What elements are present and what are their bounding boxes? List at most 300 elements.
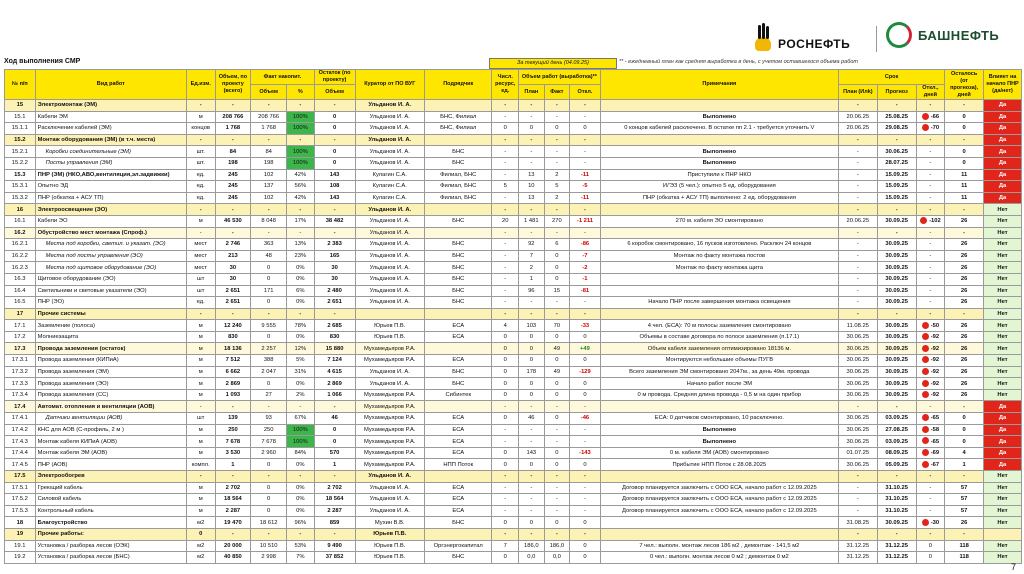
cell-curator [355, 227, 425, 239]
cell-work [35, 308, 186, 320]
cell-pnr [984, 494, 1022, 506]
cell-people-text: - [504, 113, 507, 120]
cell-work-text: Благоустройство [37, 519, 88, 526]
cell-curator-text: Мухамедьяров Р.А. [364, 403, 416, 410]
cell-rest [314, 528, 355, 540]
cell-pnr-text: Нет [997, 542, 1008, 549]
cell-remarks-text: Выполнено [702, 426, 737, 433]
cell-plan-mk [838, 111, 877, 123]
cell-people-text: 0 [503, 392, 507, 399]
cell-pnr-text: Нет [997, 299, 1008, 306]
cell-fact-pct-text: 0% [296, 264, 305, 271]
table-row [5, 308, 1022, 320]
cell-pnr-text: Нет [997, 484, 1008, 491]
cell-num-text: 17.4.3 [11, 438, 28, 445]
cell-num [5, 494, 36, 506]
cell-remarks [600, 505, 838, 517]
cell-volume-text: 208 766 [222, 113, 244, 120]
cell-num [5, 308, 36, 320]
cell-work [35, 262, 186, 274]
cell-dev [570, 366, 601, 378]
cell-remarks-text: 7 чел.: выполн. монтаж лесов 186 м2 , демонтаж - 141,5 м2 [639, 542, 800, 549]
cell-contractor-text: БНС [452, 264, 465, 271]
cell-dev-days-text: - [929, 137, 932, 144]
cell-plan-mk-text: 30.06.25 [846, 357, 870, 364]
cell-people-text: 0 [503, 519, 507, 526]
cell-fact-pct [287, 517, 315, 529]
cell-curator-text: Мухин В.В. [374, 519, 405, 526]
cell-remarks [600, 297, 838, 309]
cell-dev-days-text: 0 [928, 554, 933, 561]
cell-curator-text: Ульданов И. А. [369, 229, 410, 236]
cell-volume-text: 20 000 [224, 542, 242, 549]
cell-remain [945, 331, 984, 343]
status-red-dot-icon [922, 124, 929, 131]
cell-plan-mk [838, 459, 877, 471]
cell-remarks-text: Договор планируется заключить с ООО ЕСА, начало работ с 12.09.2025 [622, 496, 817, 503]
table-row [5, 552, 1022, 564]
cell-dev-days-text: -70 [930, 125, 940, 132]
cell-remarks [600, 285, 838, 297]
cell-fact-vol-text: 0 [267, 334, 271, 341]
cell-num-text: 19.2 [14, 554, 26, 561]
cell-fact-vol [251, 204, 287, 216]
cell-dev-text: -7 [582, 253, 588, 260]
cell-unit-text: ед. [196, 171, 205, 178]
cell-plan-mk [838, 215, 877, 227]
cell-unit [186, 366, 215, 378]
cell-remarks [600, 169, 838, 181]
cell-plan [519, 157, 545, 169]
cell-rest-text: 2 287 [327, 508, 342, 515]
cell-plan [519, 401, 545, 413]
cell-plan-mk [838, 297, 877, 309]
cell-work-text: Кабели ЭО [37, 218, 68, 225]
table-row [5, 239, 1022, 251]
cell-contractor-text: БНС [452, 241, 465, 248]
cell-people-text: 0 [503, 345, 507, 352]
cell-remain-text: 26 [960, 276, 968, 283]
cell-unit-text: ед. [196, 183, 205, 190]
cell-work [35, 134, 186, 146]
cell-work-text: Обустройство мест монтажа (Спроф.) [37, 229, 147, 236]
col-dev-days: Откл., дней [916, 85, 945, 100]
cell-dev-days [916, 297, 945, 309]
cell-forecast [877, 134, 916, 146]
cell-volume-text: 1 [231, 461, 235, 468]
cell-remain-text: 26 [960, 218, 968, 225]
cell-forecast [877, 482, 916, 494]
cell-dev-days-text: - [929, 229, 932, 236]
cell-curator [355, 471, 425, 483]
cell-remarks [600, 320, 838, 332]
cell-remarks [600, 540, 838, 552]
cell-rest [314, 343, 355, 355]
cell-unit [186, 262, 215, 274]
cell-people [492, 308, 519, 320]
cell-unit-text: - [199, 310, 202, 317]
cell-plan-mk-text: - [856, 206, 859, 213]
cell-forecast-text: - [895, 206, 898, 213]
cell-forecast [877, 413, 916, 425]
cell-forecast [877, 378, 916, 390]
cell-contractor [425, 123, 492, 135]
cell-curator-text: Кулагин С.А. [372, 171, 407, 178]
cell-plan-mk-text: - [856, 195, 859, 202]
cell-unit-text: м [198, 450, 203, 457]
cell-plan [519, 471, 545, 483]
cell-unit-text: м2 [197, 554, 205, 561]
cell-dev-days-text: -65 [930, 438, 940, 445]
cell-volume [215, 285, 251, 297]
cell-dev-days-text: - [929, 403, 932, 410]
cell-contractor-text: ЕСА [452, 415, 465, 422]
cell-forecast [877, 204, 916, 216]
cell-work [35, 482, 186, 494]
cell-dev-days [916, 413, 945, 425]
cell-fact-pct [287, 250, 315, 262]
cell-contractor-text: ЕСА [452, 357, 465, 364]
cell-plan-text: - [530, 508, 533, 515]
cell-num [5, 297, 36, 309]
cell-people [492, 447, 519, 459]
cell-fact-vol-text: 0 [267, 461, 271, 468]
cell-plan [519, 447, 545, 459]
cell-plan-mk-text: 20.06.25 [846, 218, 870, 225]
cell-curator [355, 505, 425, 517]
cell-fact-pct-text: 6% [296, 287, 305, 294]
cell-work-text: Провода заземления (КИПиА) [37, 357, 119, 364]
cell-dev-text: - [583, 496, 586, 503]
cell-people-text: - [504, 276, 507, 283]
cell-dev-text: - [583, 426, 586, 433]
cell-people-text: - [504, 137, 507, 144]
cell-fact-vol-text: 171 [263, 287, 274, 294]
cell-people-text: - [504, 438, 507, 445]
cell-fact [544, 471, 570, 483]
cell-remarks-text: Монтаж по факту монтажа постов [673, 253, 766, 260]
cell-curator-text: Ульданов И. А. [369, 113, 410, 120]
cell-dev-days [916, 181, 945, 193]
cell-num [5, 528, 36, 540]
cell-plan [519, 123, 545, 135]
cell-fact-pct [287, 447, 315, 459]
cell-plan-mk [838, 343, 877, 355]
cell-people [492, 494, 519, 506]
cell-unit-text: - [199, 206, 202, 213]
cell-curator [355, 517, 425, 529]
cell-curator-text: Ульданов И. А. [369, 484, 410, 491]
cell-dev [570, 320, 601, 332]
cell-pnr [984, 227, 1022, 239]
cell-fact [544, 227, 570, 239]
cell-unit [186, 528, 215, 540]
cell-plan-mk [838, 401, 877, 413]
cell-work [35, 123, 186, 135]
table-row [5, 169, 1022, 181]
cell-plan-mk [838, 204, 877, 216]
cell-unit-text: ед. [196, 195, 205, 202]
cell-work-text: Греющий кабель [37, 484, 83, 491]
status-red-dot-icon [922, 368, 929, 375]
cell-remarks [600, 204, 838, 216]
cell-num-text: 17.5.1 [11, 484, 28, 491]
cell-num-text: 17.2 [14, 334, 26, 341]
cell-people [492, 285, 519, 297]
cell-unit [186, 471, 215, 483]
cell-unit-text: м [198, 426, 203, 433]
cell-people [492, 123, 519, 135]
cell-fact-vol-text: - [267, 206, 270, 213]
cell-work [35, 146, 186, 158]
cell-forecast [877, 227, 916, 239]
cell-fact-vol [251, 413, 287, 425]
cell-curator [355, 262, 425, 274]
cell-dev-days [916, 146, 945, 158]
cell-forecast-text: - [895, 102, 898, 109]
cell-rest [314, 285, 355, 297]
cell-pnr-text: Да [998, 148, 1007, 155]
cell-pnr [984, 447, 1022, 459]
cell-num-text: 16.5 [14, 299, 26, 306]
cell-volume [215, 482, 251, 494]
cell-people-text: 0 [503, 461, 507, 468]
cell-plan [519, 227, 545, 239]
cell-forecast-text: 30.09.25 [885, 345, 908, 352]
cell-unit-text: м [198, 484, 203, 491]
cell-fact-text: 0 [555, 125, 559, 132]
cell-people [492, 157, 519, 169]
cell-fact-text: 2 [555, 195, 559, 202]
cell-plan [519, 459, 545, 471]
cell-fact [544, 239, 570, 251]
cell-fact-vol-text: 0 [267, 484, 271, 491]
cell-plan-mk [838, 552, 877, 564]
cell-fact-pct-text: 100% [292, 125, 308, 132]
cell-fact-text: 70 [553, 322, 561, 329]
cell-fact [544, 447, 570, 459]
cell-fact-text: - [555, 102, 558, 109]
cell-volume-text: 213 [228, 253, 238, 260]
cell-fact-vol-text: 388 [263, 357, 274, 364]
cell-fact-text: 0 [555, 519, 559, 526]
cell-volume [215, 134, 251, 146]
cell-rest-text: 0 [332, 113, 337, 120]
cell-volume [215, 123, 251, 135]
cell-dev-days [916, 528, 945, 540]
table-row [5, 459, 1022, 471]
cell-plan-mk [838, 100, 877, 112]
cell-remain [945, 494, 984, 506]
cell-remain-text: 0 [962, 125, 966, 132]
cell-plan [519, 436, 545, 448]
cell-dev-text: - [583, 403, 586, 410]
cell-work [35, 215, 186, 227]
cell-curator [355, 250, 425, 262]
cell-volume [215, 424, 251, 436]
cell-fact-text: 0 [555, 415, 559, 422]
cell-fact-pct [287, 157, 315, 169]
cell-remarks [600, 192, 838, 204]
cell-dev [570, 528, 601, 540]
cell-volume-text: 830 [228, 334, 238, 341]
table-row [5, 215, 1022, 227]
cell-plan-mk-text: 01.07.25 [846, 450, 870, 457]
cell-remain-text: - [963, 137, 966, 144]
cell-fact [544, 331, 570, 343]
cell-remain [945, 181, 984, 193]
cell-fact-pct-text: 42% [294, 195, 307, 202]
cell-contractor [425, 169, 492, 181]
cell-fact-vol [251, 378, 287, 390]
cell-fact-pct-text: - [299, 310, 302, 317]
cell-remarks [600, 366, 838, 378]
cell-pnr [984, 204, 1022, 216]
cell-plan-mk [838, 157, 877, 169]
cell-fact-text: - [555, 299, 558, 306]
cell-plan-mk [838, 169, 877, 181]
cell-dev [570, 552, 601, 564]
status-red-dot-icon [922, 449, 929, 456]
cell-forecast [877, 366, 916, 378]
cell-contractor [425, 331, 492, 343]
cell-work-text: Провода заземления (СС) [37, 392, 109, 399]
cell-remarks-text: Прибытие НПП Поток с 28.08.2025 [672, 461, 767, 468]
cell-rest-text: 2 651 [327, 299, 342, 306]
cell-fact [544, 355, 570, 367]
cell-plan-mk-text: 31.08.25 [846, 519, 870, 526]
cell-work [35, 517, 186, 529]
cell-volume [215, 297, 251, 309]
cell-curator [355, 552, 425, 564]
cell-remarks [600, 157, 838, 169]
cell-plan [519, 552, 545, 564]
cell-fact-pct-text: 100% [292, 113, 308, 120]
cell-fact-vol-text: 1 768 [261, 125, 276, 132]
cell-fact-vol [251, 285, 287, 297]
cell-work-text: Электромонтаж (ЭМ) [37, 102, 98, 109]
cell-plan [519, 273, 545, 285]
cell-people-text: - [504, 264, 507, 271]
cell-remain [945, 192, 984, 204]
cell-num-text: 17.5.2 [11, 496, 28, 503]
cell-dev-days-text: - [929, 310, 932, 317]
cell-rest-text: 15 880 [325, 345, 344, 352]
cell-contractor-text: БНС [452, 218, 465, 225]
cell-fact [544, 413, 570, 425]
cell-dev-days-text: -65 [930, 415, 940, 422]
cell-unit [186, 424, 215, 436]
cell-contractor [425, 482, 492, 494]
cell-people-text: 0 [503, 450, 507, 457]
cell-forecast [877, 239, 916, 251]
cell-contractor-text: БНС [452, 148, 465, 155]
cell-pnr-text: Нет [997, 357, 1008, 364]
cell-dev-days-text: - [929, 183, 932, 190]
cell-volume-text: 30 [229, 264, 237, 271]
cell-dev-days [916, 494, 945, 506]
cell-remain-text: - [963, 206, 966, 213]
cell-remarks-text: Монтаж по факту монтажа щита [675, 264, 763, 271]
cell-volume-text: 1 768 [225, 125, 241, 132]
cell-remarks-text: Выполнено [702, 113, 737, 120]
cell-dev-text: - [583, 473, 586, 480]
cell-work-text: Посты управления (ЭМ) [45, 160, 113, 167]
cell-work [35, 331, 186, 343]
cell-fact-vol [251, 134, 287, 146]
status-red-dot-icon [922, 391, 929, 398]
cell-unit-text: м [198, 322, 203, 329]
cell-work [35, 494, 186, 506]
cell-remarks-text: Всего заземления ЭМ смонтировано 2047м., за день 49м. провода [629, 368, 810, 375]
cell-work [35, 227, 186, 239]
cell-rest-text: 37 852 [325, 554, 344, 561]
cell-plan [519, 505, 545, 517]
cell-dev-days-text: -69 [930, 450, 940, 457]
cell-curator [355, 285, 425, 297]
cell-forecast-text: 15.09.25 [885, 195, 908, 202]
cell-dev-days [916, 378, 945, 390]
cell-pnr-text: Нет [997, 392, 1008, 399]
page-number: 7 [1010, 562, 1016, 572]
cell-remain [945, 262, 984, 274]
col-rest-vol: Объем [314, 85, 355, 100]
cell-remain [945, 505, 984, 517]
cell-pnr-text: Да [998, 125, 1007, 132]
cell-fact-vol [251, 273, 287, 285]
cell-fact-pct-text: 100% [292, 438, 308, 445]
cell-remain-text: 26 [960, 392, 968, 399]
cell-volume-text: - [231, 531, 234, 538]
cell-forecast-text: 03.09.25 [885, 415, 908, 422]
cell-rest-text: - [333, 229, 336, 236]
cell-fact-pct [287, 355, 315, 367]
cell-volume-text: 2 651 [225, 287, 241, 294]
cell-curator [355, 192, 425, 204]
cell-dev-text: - [583, 438, 586, 445]
cell-fact-vol [251, 355, 287, 367]
cell-remarks [600, 482, 838, 494]
cell-remarks-text: ЕСА: 0 датчиков смонтировано, 10 расключено. [654, 415, 784, 422]
cell-rest-text: 9 490 [327, 542, 342, 549]
cell-remain-text: 0 [962, 160, 966, 167]
cell-pnr [984, 471, 1022, 483]
status-red-dot-icon [922, 426, 929, 433]
cell-plan-mk [838, 528, 877, 540]
cell-contractor-text: ЕСА [452, 438, 465, 445]
cell-num [5, 123, 36, 135]
cell-forecast-text: 03.09.25 [885, 438, 908, 445]
cell-people-text: - [504, 426, 507, 433]
cell-contractor [425, 436, 492, 448]
cell-volume-text: 198 [228, 160, 238, 167]
cell-fact-pct [287, 389, 315, 401]
cell-volume [215, 181, 251, 193]
cell-num [5, 424, 36, 436]
cell-contractor-text: БНС [452, 554, 465, 561]
cell-pnr [984, 355, 1022, 367]
cell-fact [544, 424, 570, 436]
cell-forecast-text: 31.10.25 [885, 484, 908, 491]
cell-fact-vol [251, 262, 287, 274]
cell-forecast-text: - [895, 310, 898, 317]
cell-forecast [877, 111, 916, 123]
cell-dev-days [916, 134, 945, 146]
cell-remarks [600, 494, 838, 506]
cell-remain-text: 26 [960, 299, 968, 306]
cell-pnr-text: Да [998, 461, 1007, 468]
cell-remarks-text: Договор планируется заключить с ООО ЕСА, начало работ с 12.09.2025 [622, 484, 817, 491]
